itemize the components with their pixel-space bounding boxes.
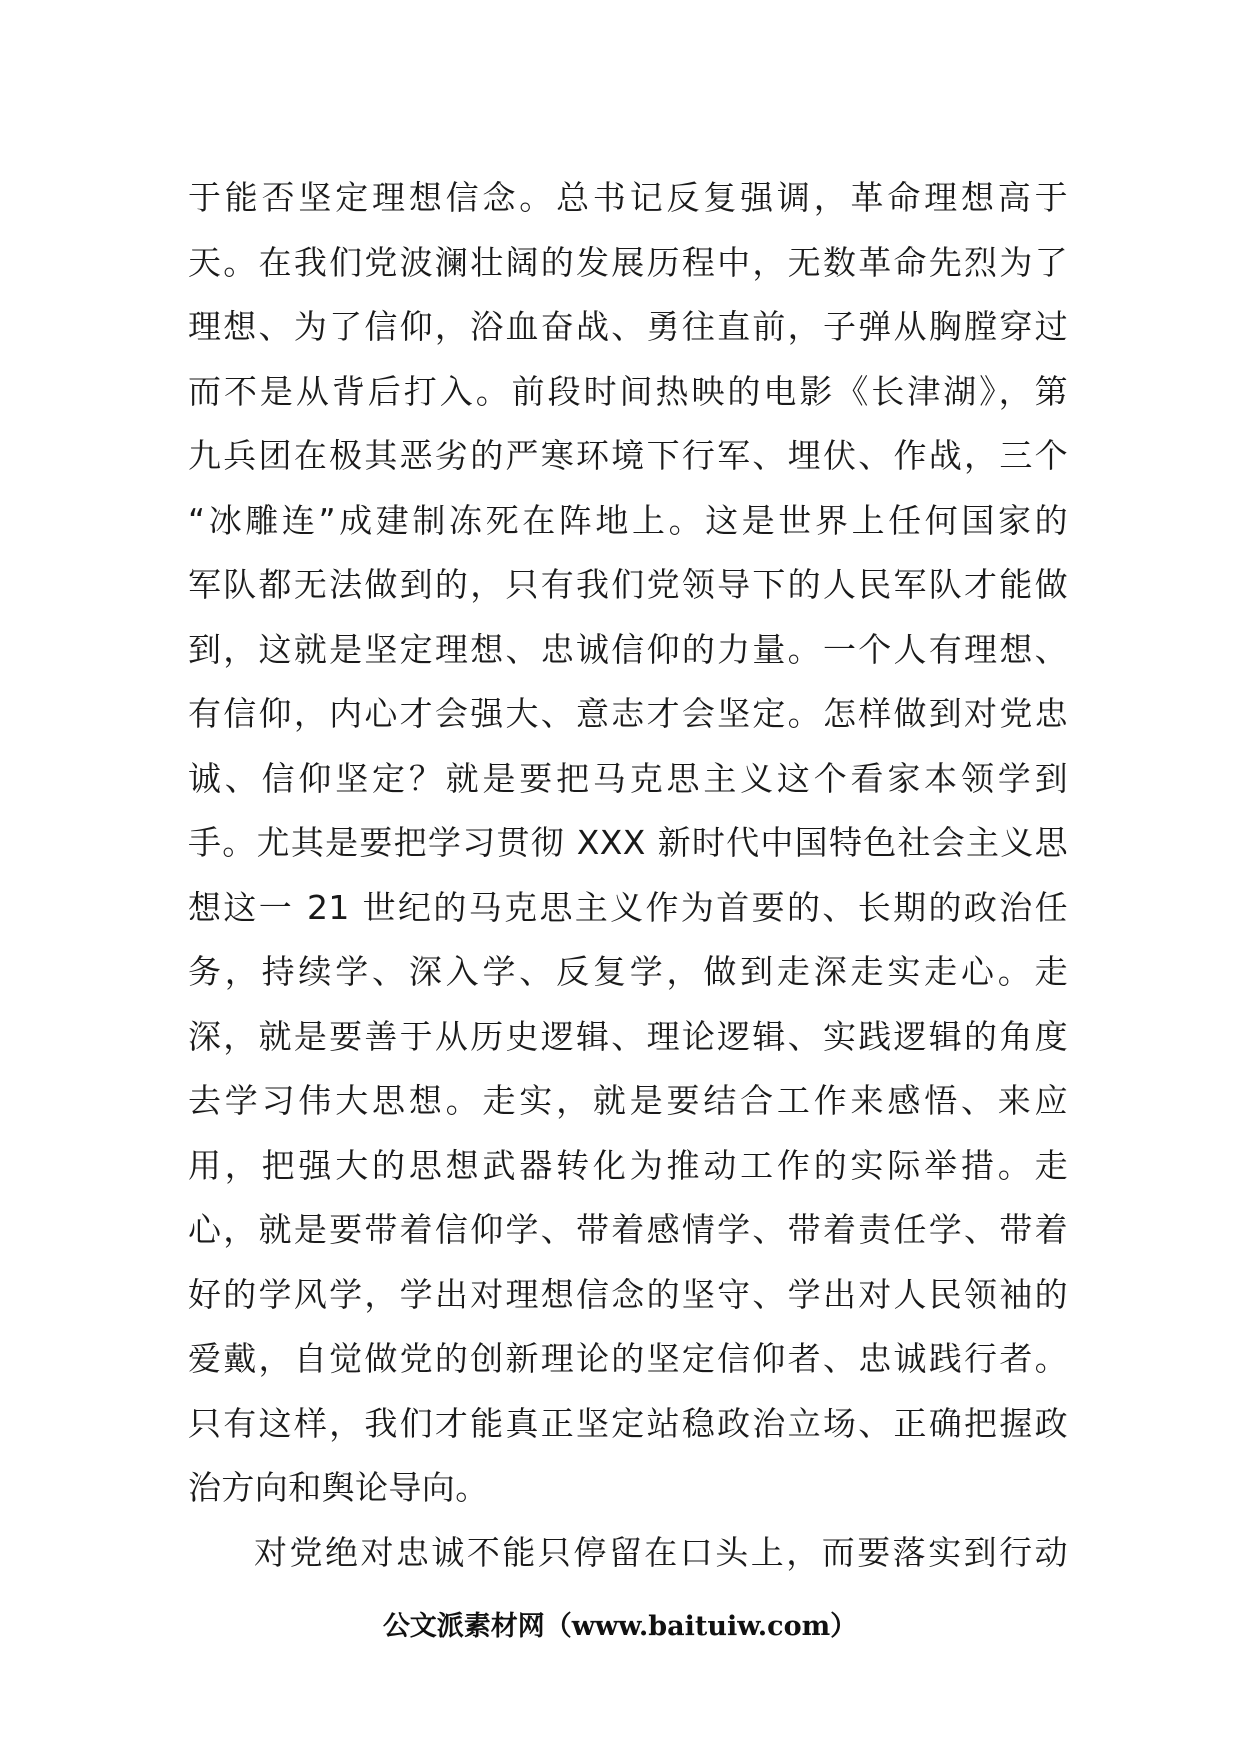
text-line: 治方向和舆论导向。 <box>188 1468 489 1507</box>
text-line: 务，持续学、深入学、反复学，做到走深走实走心。走 <box>188 952 1068 991</box>
text-line: 于能否坚定理想信念。总书记反复强调，革命理想高于 <box>188 178 1068 217</box>
body-text <box>188 166 1068 1585</box>
text-line: 理想、为了信仰，浴血奋战、勇往直前，子弹从胸膛穿过 <box>188 307 1068 346</box>
text-line: 深，就是要善于从历史逻辑、理论逻辑、实践逻辑的角度 <box>188 1016 1068 1056</box>
text-line: 去学习伟大思想。走实，就是要结合工作来感悟、来应 <box>188 1081 1068 1120</box>
text-line: “冰雕连”成建制冻死在阵地上。这是世界上任何国家的 <box>188 500 1068 540</box>
text-line: 想这一 21 世纪的马克思主义作为首要的、长期的政治任 <box>188 887 1068 927</box>
text-line: 到，这就是坚定理想、忠诚信仰的力量。一个人有理想、 <box>188 629 1068 669</box>
text-line: 而不是从背后打入。前段时间热映的电影《长津湖》，第 <box>188 371 1068 411</box>
text-line: 心，就是要带着信仰学、带着感情学、带着责任学、带着 <box>188 1210 1068 1249</box>
footer-watermark: 公文派素材网（www.baituiw.com） <box>382 1611 858 1642</box>
text-line: 用，把强大的思想武器转化为推动工作的实际举措。走 <box>188 1145 1068 1185</box>
text-line: 天。在我们党波澜壮阔的发展历程中，无数革命先烈为了 <box>188 242 1068 282</box>
text-line: 只有这样，我们才能真正坚定站稳政治立场、正确把握政 <box>188 1403 1068 1443</box>
text-line: 好的学风学，学出对理想信念的坚守、学出对人民领袖的 <box>188 1274 1068 1314</box>
text-line: 诚、信仰坚定？就是要把马克思主义这个看家本领学到 <box>188 758 1068 798</box>
text-line: 手。尤其是要把学习贯彻 XXX 新时代中国特色社会主义思 <box>188 823 1068 862</box>
text-line: 军队都无法做到的，只有我们党领导下的人民军队才能做 <box>188 565 1068 604</box>
text-line: 有信仰，内心才会强大、意志才会坚定。怎样做到对党忠 <box>188 694 1068 733</box>
text-line: 九兵团在极其恶劣的严寒环境下行军、埋伏、作战，三个 <box>188 436 1068 475</box>
text-line: 爱戴，自觉做党的创新理论的坚定信仰者、忠诚践行者。 <box>188 1339 1068 1378</box>
text-line: 对党绝对忠诚不能只停留在口头上，而要落实到行动 <box>254 1532 1068 1572</box>
